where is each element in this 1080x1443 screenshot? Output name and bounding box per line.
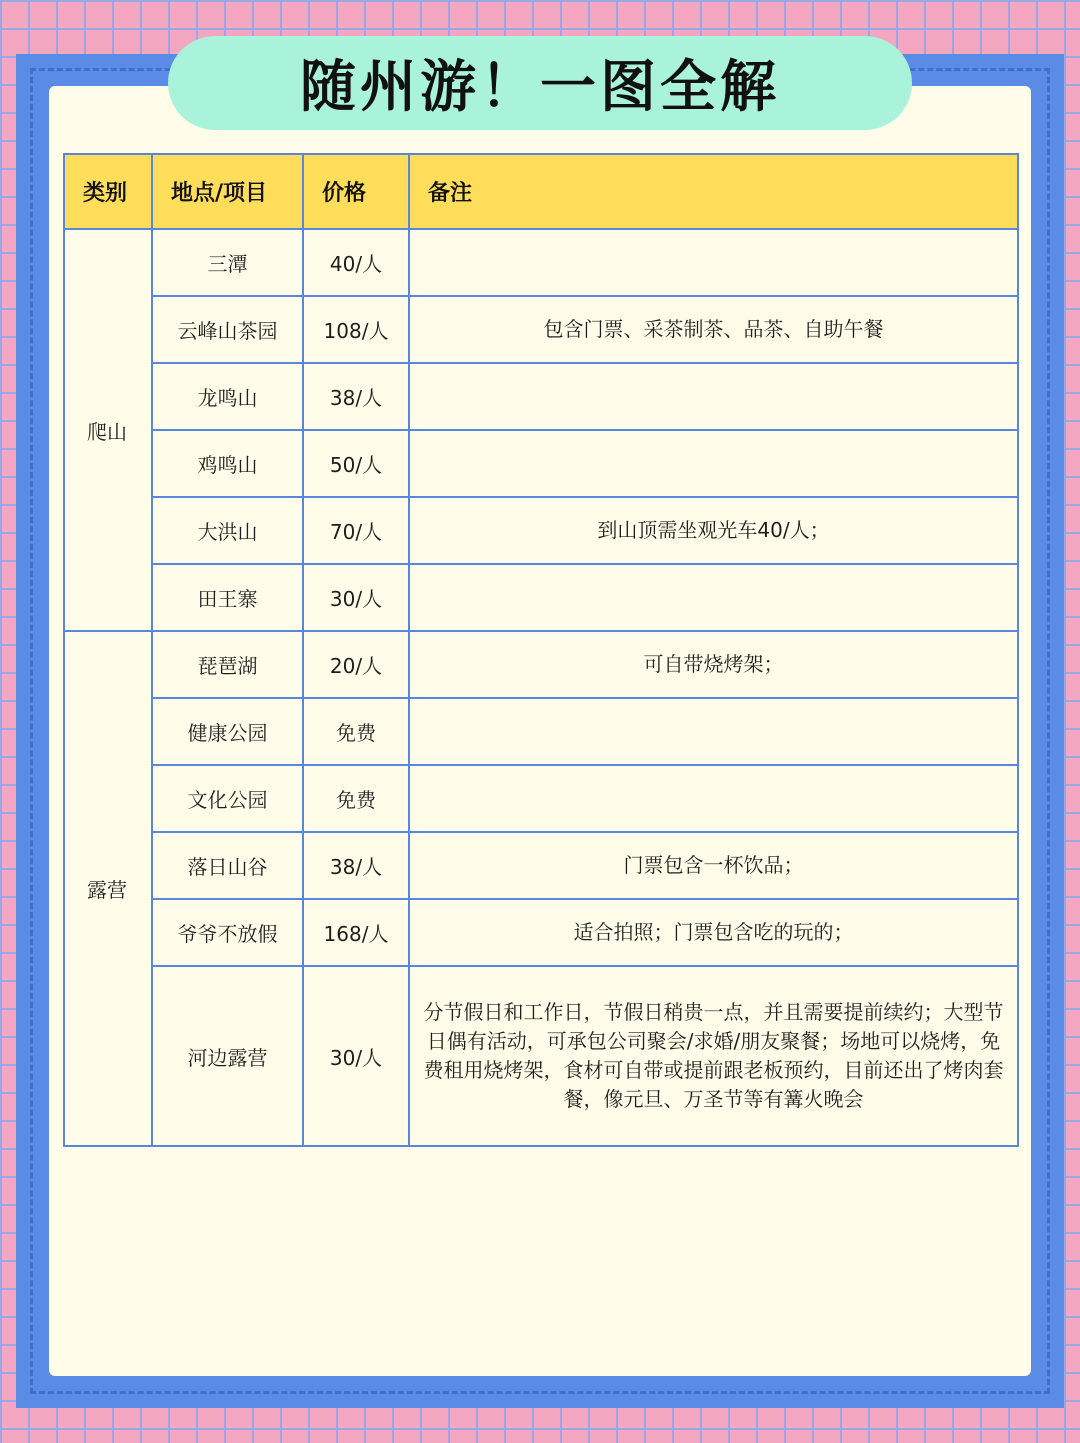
header-place: 地点/项目 xyxy=(152,154,303,229)
note-cell: 包含门票、采茶制茶、品茶、自助午餐 xyxy=(409,296,1018,363)
price-cell: 108/人 xyxy=(303,296,409,363)
note-cell xyxy=(409,430,1018,497)
note-cell: 可自带烧烤架； xyxy=(409,631,1018,698)
place-cell: 文化公园 xyxy=(152,765,303,832)
table-header-row xyxy=(64,154,1018,229)
place-cell: 大洪山 xyxy=(152,497,303,564)
price-cell: 免费 xyxy=(303,765,409,832)
category-cell: 露营 xyxy=(64,631,152,1146)
header-note: 备注 xyxy=(409,154,1018,229)
table-row xyxy=(64,765,1018,832)
table-row xyxy=(64,631,1018,698)
table-row xyxy=(64,832,1018,899)
place-cell: 河边露营 xyxy=(152,966,303,1146)
price-cell: 40/人 xyxy=(303,229,409,296)
price-cell: 30/人 xyxy=(303,564,409,631)
price-cell: 20/人 xyxy=(303,631,409,698)
note-cell: 到山顶需坐观光车40/人； xyxy=(409,497,1018,564)
table-row xyxy=(64,296,1018,363)
table-row xyxy=(64,564,1018,631)
place-cell: 龙鸣山 xyxy=(152,363,303,430)
note-cell: 适合拍照；门票包含吃的玩的； xyxy=(409,899,1018,966)
place-cell: 鸡鸣山 xyxy=(152,430,303,497)
note-cell xyxy=(409,229,1018,296)
table-row xyxy=(64,229,1018,296)
price-cell: 38/人 xyxy=(303,363,409,430)
note-cell xyxy=(409,564,1018,631)
category-cell: 爬山 xyxy=(64,229,152,631)
price-cell: 30/人 xyxy=(303,966,409,1146)
place-cell: 三潭 xyxy=(152,229,303,296)
title-banner xyxy=(168,36,912,130)
price-cell: 免费 xyxy=(303,698,409,765)
table-row xyxy=(64,966,1018,1146)
place-cell: 爷爷不放假 xyxy=(152,899,303,966)
place-cell: 琵琶湖 xyxy=(152,631,303,698)
travel-guide-table xyxy=(63,153,1019,1147)
note-cell xyxy=(409,765,1018,832)
note-cell xyxy=(409,363,1018,430)
table-row xyxy=(64,363,1018,430)
place-cell: 云峰山茶园 xyxy=(152,296,303,363)
note-cell xyxy=(409,698,1018,765)
table-row xyxy=(64,899,1018,966)
table-row xyxy=(64,698,1018,765)
header-category: 类别 xyxy=(64,154,152,229)
note-cell: 分节假日和工作日，节假日稍贵一点，并且需要提前续约；大型节日偶有活动，可承包公司聚会/求婚/朋友聚餐；场地可以烧烤，免费租用烧烤架，食材可自带或提前跟老板预约，目前还出了烤肉套餐，像元旦、万圣节等有篝火晚会 xyxy=(409,966,1018,1146)
table-row xyxy=(64,430,1018,497)
price-cell: 38/人 xyxy=(303,832,409,899)
price-cell: 50/人 xyxy=(303,430,409,497)
header-price: 价格 xyxy=(303,154,409,229)
place-cell: 落日山谷 xyxy=(152,832,303,899)
page-title: 随州游！一图全解 xyxy=(300,55,780,120)
note-cell: 门票包含一杯饮品； xyxy=(409,832,1018,899)
price-cell: 70/人 xyxy=(303,497,409,564)
table-row xyxy=(64,497,1018,564)
price-cell: 168/人 xyxy=(303,899,409,966)
place-cell: 健康公园 xyxy=(152,698,303,765)
place-cell: 田王寨 xyxy=(152,564,303,631)
